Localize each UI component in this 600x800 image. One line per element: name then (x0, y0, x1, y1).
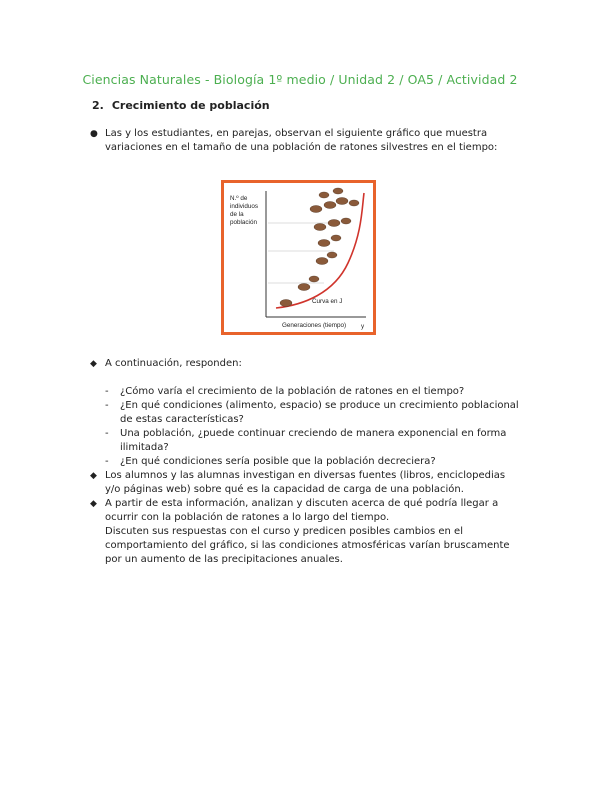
dash-icon: - (105, 386, 109, 397)
y-axis-label-line: población (230, 219, 257, 226)
diamond-bullet-icon: ◆ (90, 471, 97, 481)
page-header: Ciencias Naturales - Biología 1º medio / Unidad 2 / OA5 / Actividad 2 (82, 72, 518, 87)
mice-icon (280, 188, 359, 307)
axis-letter: y (361, 323, 365, 330)
curve-label: Curva en J (312, 298, 343, 305)
x-axis-label: Generaciones (tiempo) (282, 322, 347, 329)
intro-line: Las y los estudiantes, en parejas, observan el siguiente gráfico que muestra (105, 128, 488, 139)
section-number: 2. (92, 99, 104, 112)
dash-icon: - (105, 456, 109, 467)
dash-icon: - (105, 400, 109, 411)
figure-graphic (224, 183, 373, 332)
intro-paragraph (105, 127, 525, 155)
diamond-bullet-icon: ◆ (90, 359, 97, 369)
question-item: ¿Cómo varía el crecimiento de la población de ratones en el tiempo? (120, 386, 465, 397)
section-title (92, 99, 270, 112)
population-growth-figure (221, 180, 376, 335)
question-item: ¿En qué condiciones (alimento, espacio) se produce un crecimiento poblacional de estas características? (120, 400, 519, 425)
analysis-paragraph: A partir de esta información, analizan y discuten acerca de qué podría llegar a ocurrir con la población de ratones a lo largo del tiempo. Discuten sus respuestas con el curso y predicen posibles cambios en el comportamiento del gráfico, si las condiciones atmosféricas varían bruscamente por un aumento de las precipitaciones anuales. (105, 498, 510, 565)
y-axis-label-line: de la (230, 211, 244, 218)
dash-icon: - (105, 428, 109, 439)
question-item: Una población, ¿puede continuar creciendo de manera exponencial en forma ilimitada? (120, 428, 507, 453)
diamond-bullet-icon: ◆ (90, 499, 97, 509)
y-axis-label-line: N.º de (230, 195, 248, 202)
intro-line: variaciones en el tamaño de una población de ratones silvestres en el tiempo: (105, 142, 498, 153)
bullet-icon: ● (90, 129, 98, 139)
continuation-text: A continuación, responden: (105, 358, 242, 369)
investigate-paragraph: Los alumnos y las alumnas investigan en diversas fuentes (libros, enciclopedias y/o páginas web) sobre qué es la capacidad de carga de una población. (105, 470, 506, 495)
y-axis-label-line: individuos (230, 203, 259, 210)
section-title-text: Crecimiento de población (111, 99, 270, 112)
question-item: ¿En qué condiciones sería posible que la población decreciera? (120, 456, 436, 467)
